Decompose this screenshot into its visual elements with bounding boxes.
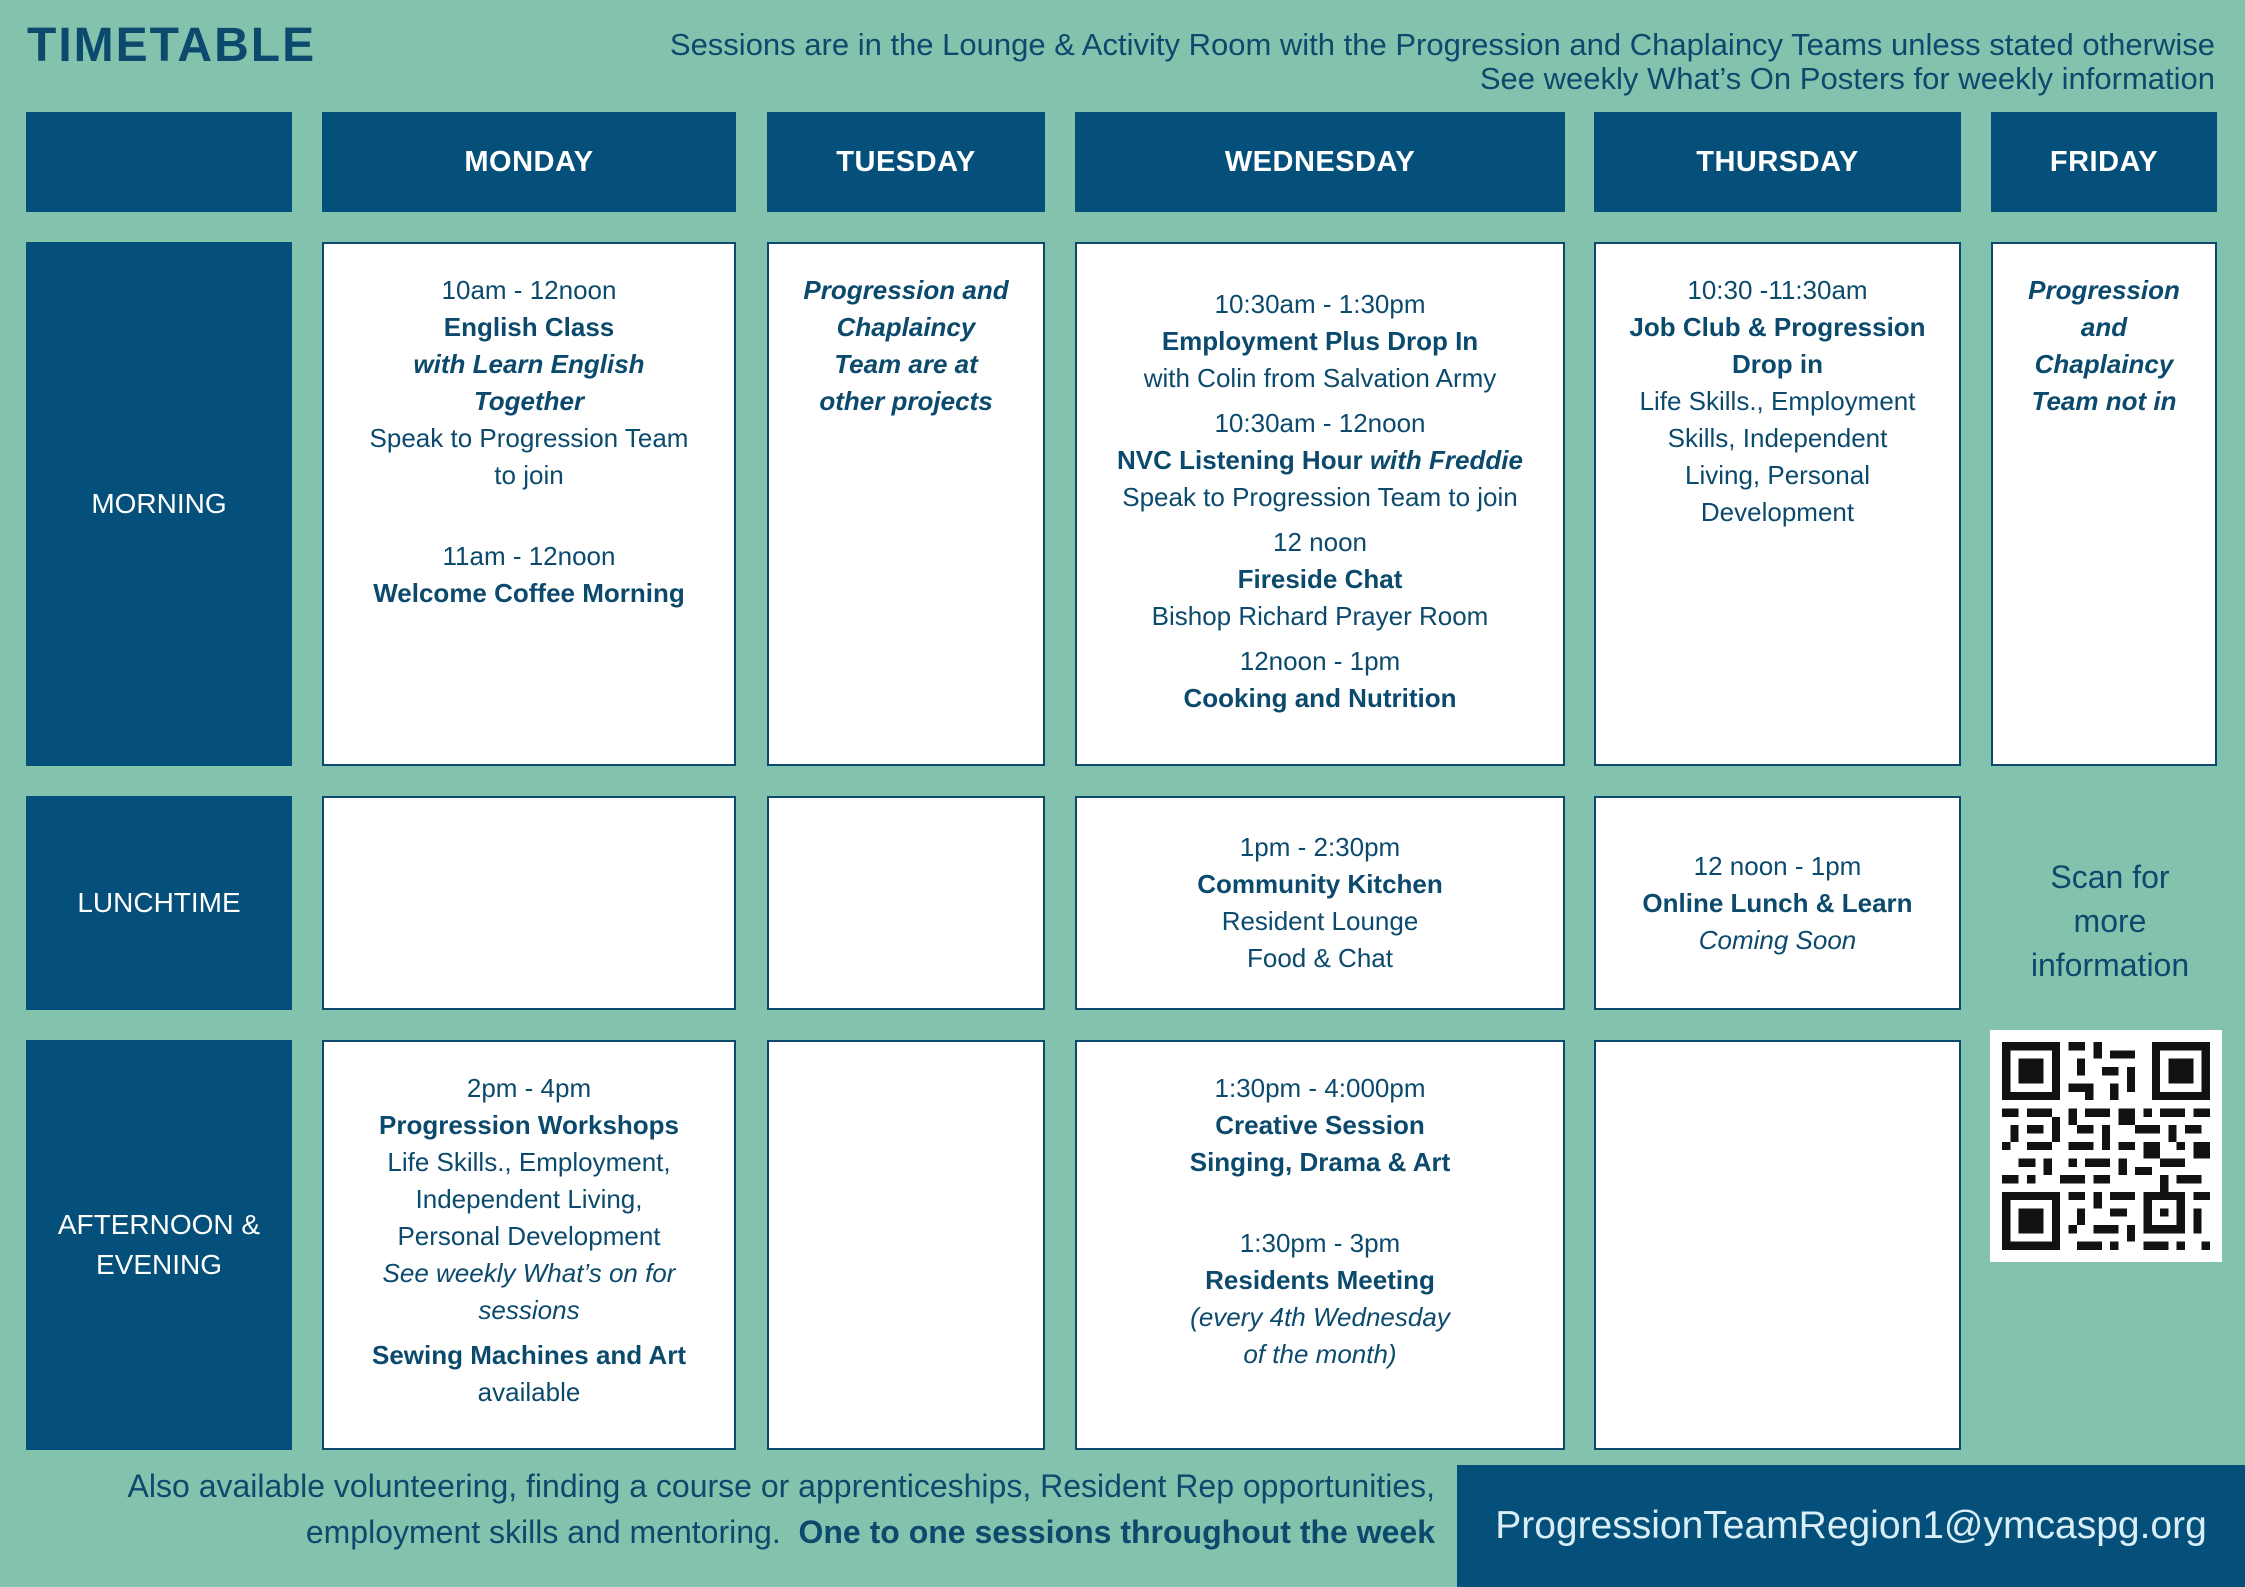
session-note: Skills, Independent [1667,423,1888,453]
day-header-friday: FRIDAY [1991,112,2217,212]
session-time: 2pm - 4pm [466,1073,592,1103]
session-note: Bishop Richard Prayer Room [1151,601,1489,631]
session-host: Together [473,386,585,416]
session-note: to join [494,460,564,490]
session-time: 11am - 12noon [442,541,616,571]
cell-tuesday-morning [767,242,1045,766]
cell-note-line: other projects [819,386,993,416]
cell-wednesday-morning [1075,242,1565,766]
day-header-thursday: THURSDAY [1594,112,1961,212]
scan-line: more [2073,903,2147,939]
row-header-lunchtime: LUNCHTIME [26,796,292,1010]
scan-info [1990,855,2230,987]
session-time: 1:30pm - 3pm [1239,1228,1401,1258]
cell-wednesday-lunchtime [1075,796,1565,1010]
session-note: Coming Soon [1698,924,1857,955]
session-title: Cooking and Nutrition [1183,683,1457,713]
session-title: Fireside Chat [1237,564,1403,594]
cell-tuesday-lunchtime [767,796,1045,1010]
scan-line: information [2030,947,2190,983]
session-note: Resident Lounge [1221,906,1419,936]
cell-thursday-afternoon [1594,1040,1961,1450]
session-time: 12noon - 1pm [1239,646,1401,676]
cell-tuesday-afternoon [767,1040,1045,1450]
scan-line: Scan for [2050,859,2170,895]
session-note: Life Skills., Employment, [387,1147,671,1177]
session-host: with Learn English [413,349,645,379]
session-time: 12 noon - 1pm [1693,850,1862,881]
session-note: with Colin from Salvation Army [1143,363,1497,393]
row-header-afternoon-evening [26,1040,292,1450]
cell-note-line: Team are at [834,349,978,379]
footer-line-2-text: employment skills and mentoring. [305,1514,781,1550]
session-time: 10:30am - 1:30pm [1214,289,1426,319]
cell-monday-morning [322,242,736,766]
session-note: (every 4th Wednesday [1190,1302,1450,1332]
contact-email-bar [1457,1465,2245,1587]
footer-line-1: Also available volunteering, finding a course or apprenticeships, Resident Rep opportunities, [127,1468,1435,1504]
cell-note-line: Progression [2028,275,2180,305]
session-note: See weekly What’s on for [382,1258,676,1288]
day-header-tuesday: TUESDAY [767,112,1045,212]
session-title: Online Lunch & Learn [1642,887,1913,918]
session-note: Development [1700,497,1855,527]
cell-note-line: Chaplaincy [836,312,976,342]
session-title: Job Club & Progression [1629,312,1926,342]
cell-monday-lunchtime [322,796,736,1010]
cell-note-line: Team not in [2031,386,2177,416]
session-title-line [1117,442,1523,479]
cell-note-line: and [2080,312,2128,342]
day-header-wednesday: WEDNESDAY [1075,112,1565,212]
session-title: Residents Meeting [1205,1265,1435,1295]
session-time: 12 noon [1273,527,1367,557]
session-note: of the month) [1243,1339,1397,1369]
session-time: 10am - 12noon [441,275,617,305]
subtitle-line-2: See weekly What’s On Posters for weekly information [1479,61,2215,96]
session-subtitle: Singing, Drama & Art [1189,1147,1451,1177]
footer-info [40,1463,1435,1555]
cell-monday-afternoon [322,1040,736,1450]
session-note: Life Skills., Employment [1639,386,1916,416]
page-subtitle [415,28,2215,96]
cell-note-line: Chaplaincy [2034,349,2174,379]
session-title: Creative Session [1215,1110,1425,1140]
session-title: English Class [443,312,615,342]
qr-code[interactable] [1990,1030,2222,1262]
session-note: Food & Chat [1247,943,1393,973]
day-header-monday: MONDAY [322,112,736,212]
session-note: Living, Personal [1685,460,1870,490]
subtitle-line-1: Sessions are in the Lounge & Activity Room with the Progression and Chaplaincy Teams unless stated otherwise [669,27,2215,62]
session-time: 10:30 -11:30am [1687,275,1868,305]
session-title: NVC Listening Hour [1117,445,1363,475]
session-title: Drop in [1732,349,1823,379]
session-host: with Freddie [1369,445,1523,475]
cell-thursday-lunchtime [1594,796,1961,1010]
contact-email-link[interactable]: ProgressionTeamRegion1@ymcaspg.org [1495,1504,2207,1547]
session-note: Personal Development [397,1221,661,1251]
footer-line-2 [40,1509,1435,1555]
session-note: Speak to Progression Team to join [1122,482,1518,512]
cell-thursday-morning [1594,242,1961,766]
row-header-afternoon-line-2: EVENING [95,1249,223,1280]
session-note: Speak to Progression Team [369,423,689,453]
page-title: TIMETABLE [27,19,317,72]
cell-note-line: Progression and [803,275,1009,305]
cell-wednesday-afternoon [1075,1040,1565,1450]
footer-one-to-one: One to one sessions throughout the week [798,1514,1435,1550]
session-time: 1:30pm - 4:000pm [1214,1073,1426,1103]
session-note: available [477,1377,581,1407]
session-title: Progression Workshops [378,1110,680,1140]
session-time: 10:30am - 12noon [1214,408,1426,438]
row-header-afternoon-line-1: AFTERNOON & [57,1209,261,1240]
session-title: Community Kitchen [1197,869,1443,899]
qr-code-icon [2002,1042,2210,1250]
session-time: 1pm - 2:30pm [1239,832,1401,862]
corner-header [26,112,292,212]
session-note: Independent Living, [415,1184,643,1214]
cell-friday-morning [1991,242,2217,766]
session-title: Welcome Coffee Morning [373,578,685,608]
session-title: Employment Plus Drop In [1161,326,1479,356]
session-title: Sewing Machines and Art [372,1340,686,1370]
session-note: sessions [478,1295,580,1325]
row-header-morning: MORNING [26,242,292,766]
